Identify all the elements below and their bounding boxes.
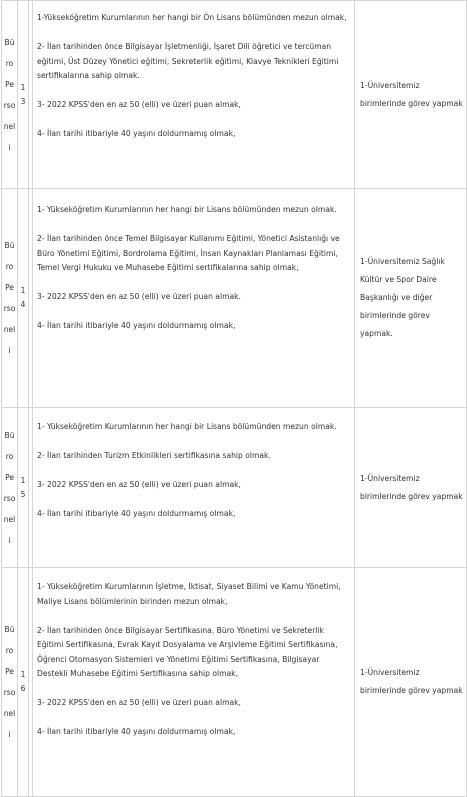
position-title-cell (2, 408, 18, 568)
requirement-text: 3- 2022 KPSS'den en az 50 (elli) ve üzeri puan almak, (37, 100, 241, 109)
requirement-text: 4- İlan tarihi itibariyle 40 yaşını doldurmamış olmak, (37, 321, 236, 330)
position-title-part: Pe (5, 667, 14, 676)
position-title-part: rso (3, 304, 16, 313)
position-number-part: 1 (20, 286, 26, 295)
position-title-part: Bü (4, 430, 15, 440)
positions-table (1, 0, 467, 797)
position-title-part: nel (3, 709, 16, 718)
position-title-part: Pe (5, 283, 14, 292)
table-row (2, 568, 467, 797)
position-number-part: 3 (20, 96, 26, 106)
position-number-part: 5 (20, 489, 26, 499)
note-text: 1-Üniversitemiz birimlerinde görev yapmak (360, 668, 463, 695)
requirements-cell (33, 1, 355, 189)
requirement-text: 2- İlan tarihinden önce Bilgisayar Sertifikasına, Büro Yönetimi ve Sekreterlik Eğitimi Sertifikasına, Evrak Kayıt Dosyalama ve Arşivleme Eğitimi Sertifikasına, Öğrenci Otomasyon Sistemleri ve Yönetimi Eğitimi Sertifikasına, Bilgisayar Destekli Muhasebe Eğitimi Sertifikasına sahip olmak, (37, 625, 338, 678)
position-title-part: rso (3, 100, 16, 110)
requirement-text: 1- Yükseköğretim Kurumlarının her hangi bir Lisans bölümünden mezun olmak. (37, 205, 337, 214)
position-title-part: i (8, 142, 11, 152)
requirements-cell (33, 408, 355, 568)
position-title-cell (2, 568, 18, 797)
position-title-part: Bü (4, 625, 15, 634)
requirement-text: 3- 2022 KPSS'den en az 50 (elli) ve üzeri puan almak. (37, 292, 241, 301)
position-title-part: ro (5, 646, 14, 655)
requirement-text: 4- İlan tarihi itibariyle 40 yaşını doldurmamış olmak, (37, 129, 236, 138)
position-title-part: ro (5, 58, 14, 68)
note-text: 1-Üniversitemiz Sağlık Kültür ve Spor Daire Başkanlığı ve diğer birimlerinde görev yapmak. (360, 257, 445, 338)
requirement-text: 4- İlan tarihi itibariyle 40 yaşını doldurmamış olmak, (37, 727, 236, 736)
note-cell (355, 568, 467, 797)
position-number-cell (18, 189, 29, 408)
position-title-part: i (8, 535, 11, 545)
position-title-part: i (8, 346, 11, 355)
note-cell (355, 189, 467, 408)
position-title-part: nel (3, 121, 16, 131)
note-text: 1-Üniversitemiz birimlerinde görev yapmak (360, 80, 463, 108)
requirement-text: 1- Yükseköğretim Kurumlarının İşletme, İktisat, Siyaset Bilimi ve Kamu Yönetimi, Maliye Lisans bölümlerinin birinden mezun olmak, (37, 582, 341, 606)
note-cell (355, 1, 467, 189)
table-row (2, 1, 467, 189)
position-title-cell (2, 189, 18, 408)
position-number-cell (18, 408, 29, 568)
requirement-text: 3- 2022 KPSS'den en az 50 (elli) ve üzeri puan almak, (37, 698, 241, 707)
position-number-cell (18, 568, 29, 797)
position-title-part: Bü (4, 37, 15, 47)
position-title-part: rso (3, 688, 16, 697)
requirement-text: 3- 2022 KPSS'den en az 50 (elli) ve üzeri puan almak, (37, 480, 241, 489)
position-title-part: ro (5, 451, 14, 461)
requirement-text: 2- İlan tarihinden önce Temel Bilgisayar Kullanımı Eğitimi, Yönetici Asistanlığı ve Büro Yönetimi Eğitimi, Bordrolama Eğitimi, İnsan Kaynakları Planlaması Eğitimi, Temel Vergi Hukuku ve Muhasebe Eğitimi sertifikalarına sahip olmak, (37, 234, 340, 272)
requirements-cell (33, 189, 355, 408)
position-title-part: Pe (5, 472, 14, 482)
position-title-part: Bü (4, 241, 15, 250)
requirements-cell (33, 568, 355, 797)
position-title-part: i (8, 730, 11, 739)
position-title-part: Pe (5, 79, 14, 89)
position-number-cell (18, 1, 29, 189)
position-number-part: 4 (20, 300, 26, 309)
table-row (2, 408, 467, 568)
position-number-part: 1 (20, 82, 26, 92)
requirement-text: 1-Yükseköğretim Kurumlarının her hangi bir Ön Lisans bölümünden mezun olmak, (37, 13, 347, 22)
position-number-part: 6 (20, 684, 26, 693)
position-number-part: 1 (20, 475, 26, 485)
position-title-part: nel (3, 514, 16, 524)
requirement-text: 4- İlan tarihi itibariyle 40 yaşını doldurmamış olmak, (37, 509, 236, 518)
requirement-text: 2- İlan tarihinden önce Bilgisayar İşletmenliği, İşaret Dili öğretici ve tercüman eğitimi, Üst Düzey Yönetici eğitimi, Sekreterlik eğitimi, Klavye Teknikleri Eğitimi sertifikalarına sahip olmak. (37, 42, 339, 80)
requirement-text: 1- Yükseköğretim Kurumlarının her hangi bir Lisans bölümünden mezun olmak. (37, 422, 337, 431)
note-cell (355, 408, 467, 568)
note-text: 1-Üniversitemiz birimlerinde görev yapmak (360, 473, 463, 501)
requirement-text: 2- İlan tarihinden Turizm Etkinlikleri sertifikasına sahip olmak. (37, 451, 271, 460)
position-title-part: rso (3, 493, 16, 503)
position-title-cell (2, 1, 18, 189)
position-title-part: nel (3, 325, 16, 334)
position-title-part: ro (5, 262, 14, 271)
position-number-part: 1 (20, 670, 26, 679)
table-row (2, 189, 467, 408)
